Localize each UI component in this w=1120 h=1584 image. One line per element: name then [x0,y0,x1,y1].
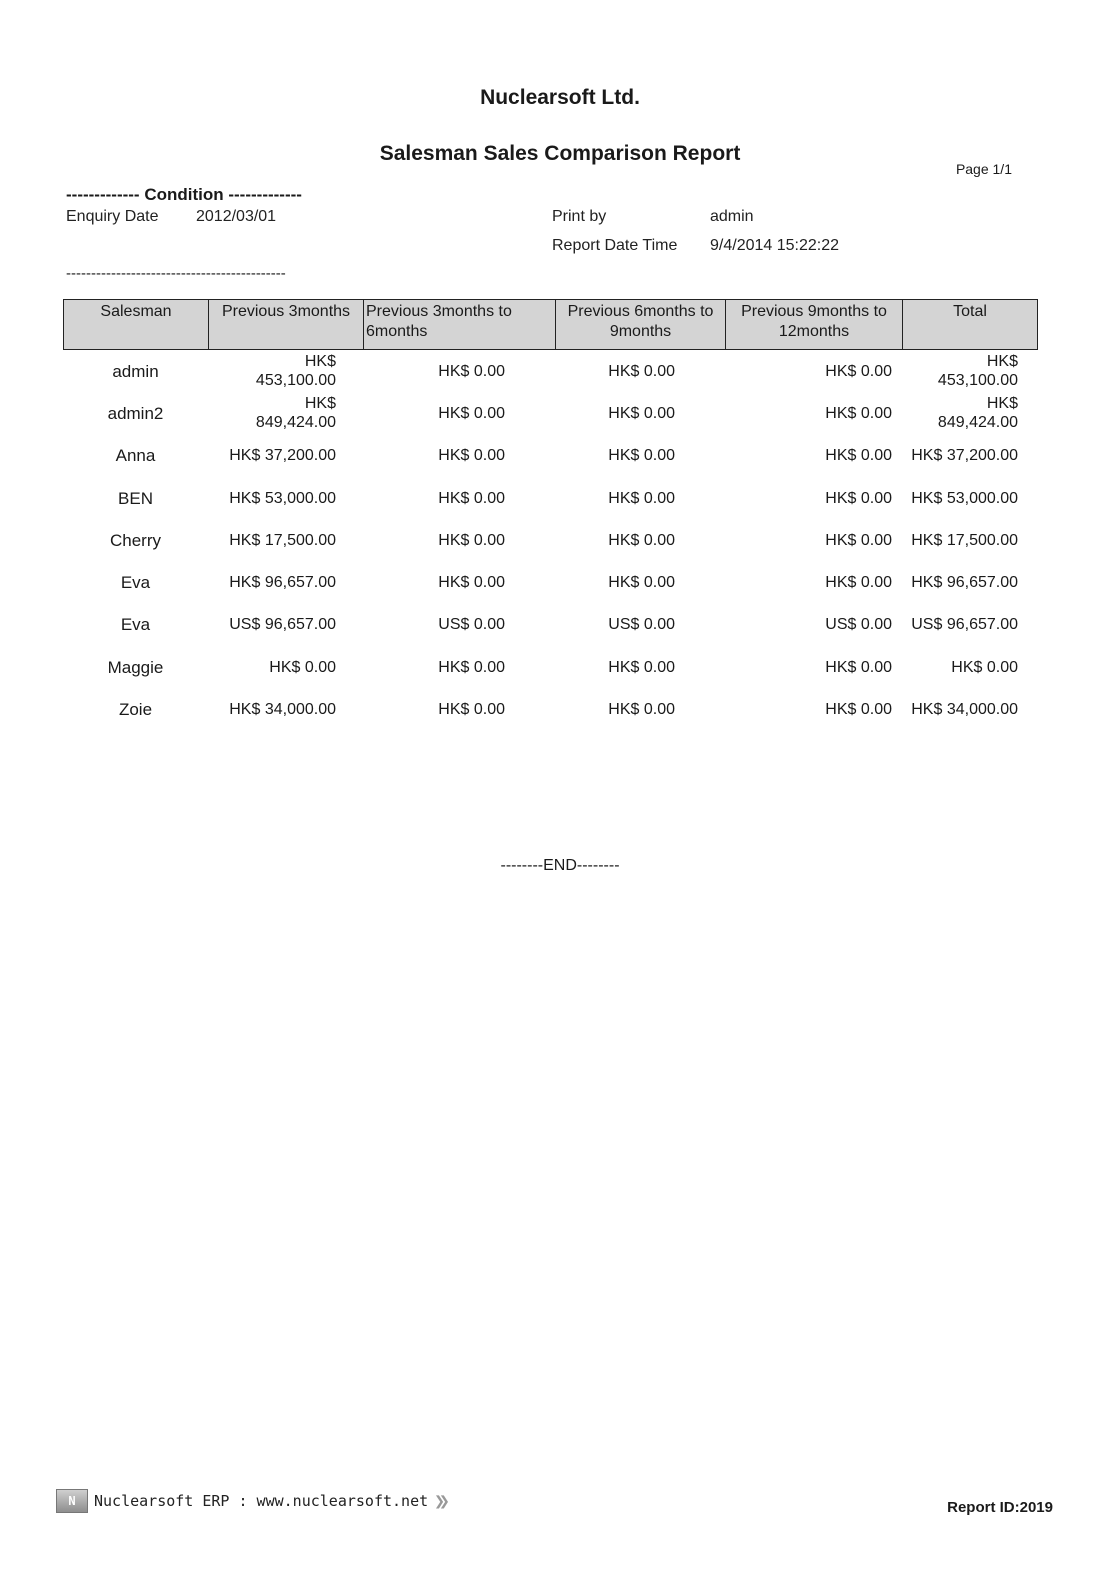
amount-value: HK$ 0.00 [438,447,505,465]
amount-cell-p3 [208,392,363,434]
amount-cell-p6 [363,392,555,434]
salesman-cell: Anna [115,446,156,466]
amount-value: HK$ 0.00 [608,447,675,465]
end-marker: --------END-------- [500,857,620,874]
table-row [63,561,1038,603]
salesman-cell: Zoie [118,700,153,720]
table-row [63,688,1038,730]
amount-cell-p9 [555,350,725,392]
condition-divider: -------------------------------------------- [66,265,286,282]
amount-cell-total [902,350,1036,392]
amount-cell-total [902,435,1036,477]
amount-value: HK$ 0.00 [269,658,336,676]
amount-value: US$ 96,657.00 [229,616,336,634]
amount-value: HK$ 17,500.00 [911,531,1018,549]
print-by-value: admin [710,208,754,225]
amount-value: US$ 0.00 [608,616,675,634]
amount-value: HK$ 849,424.00 [255,395,336,432]
salesman-cell: admin2 [107,403,164,423]
amount-value: HK$ 96,657.00 [229,574,336,592]
report-datetime-label: Report Date Time [552,237,678,254]
amount-cell-p12 [725,477,902,519]
amount-cell-p6 [363,435,555,477]
col-prev-3months: Previous 3months [209,300,364,349]
table-row [63,477,1038,519]
amount-cell-p9 [555,477,725,519]
amount-cell-total [902,646,1036,688]
salesman-cell: Eva [120,615,151,635]
col-prev-3to6months: Previous 3months to 6months [364,300,556,349]
amount-cell-p9 [555,604,725,646]
report-id: Report ID:2019 [947,1499,1053,1516]
footer-logo [56,1490,444,1512]
amount-cell-p3 [208,561,363,603]
amount-cell-p3 [208,350,363,392]
amount-cell-total [902,477,1036,519]
amount-value: HK$ 0.00 [438,701,505,719]
amount-value: HK$ 0.00 [825,701,892,719]
amount-value: HK$ 0.00 [438,531,505,549]
amount-cell-p12 [725,561,902,603]
amount-value: HK$ 96,657.00 [911,574,1018,592]
salesman-cell: Eva [120,573,151,593]
amount-value: HK$ 0.00 [825,489,892,507]
amount-cell-p3 [208,604,363,646]
amount-cell-total [902,688,1036,730]
salesman-cell: Cherry [109,530,161,550]
amount-cell-p12 [725,646,902,688]
amount-cell-p9 [555,435,725,477]
table-row [63,604,1038,646]
sales-table [63,299,1038,731]
col-salesman: Salesman [64,300,209,349]
table-row [63,435,1038,477]
amount-cell-p6 [363,519,555,561]
salesman-cell: Maggie [107,657,164,677]
amount-value: HK$ 0.00 [438,489,505,507]
amount-value: HK$ 0.00 [608,489,675,507]
amount-value: HK$ 17,500.00 [229,531,336,549]
amount-value: HK$ 453,100.00 [255,353,336,390]
amount-cell-total [902,604,1036,646]
amount-cell-p12 [725,392,902,434]
amount-value: HK$ 0.00 [825,447,892,465]
amount-value: US$ 0.00 [438,616,505,634]
amount-cell-p3 [208,646,363,688]
report-title: Salesman Sales Comparison Report [379,142,741,165]
amount-cell-p6 [363,688,555,730]
amount-value: HK$ 0.00 [608,658,675,676]
amount-cell-p3 [208,519,363,561]
amount-value: HK$ 53,000.00 [911,489,1018,507]
table-row [63,519,1038,561]
table-body [63,350,1038,731]
amount-value: HK$ 0.00 [825,574,892,592]
amount-cell-p9 [555,519,725,561]
amount-value: HK$ 453,100.00 [937,353,1018,390]
nuclearsoft-logo-icon: N [56,1489,88,1513]
amount-value: HK$ 0.00 [608,574,675,592]
amount-cell-total [902,519,1036,561]
footer-logo-text: Nuclearsoft ERP : www.nuclearsoft.net [94,1492,429,1510]
amount-cell-total [902,561,1036,603]
amount-cell-p6 [363,646,555,688]
chevron-right-icon: ❯❯ [434,1490,444,1512]
amount-value: HK$ 0.00 [438,362,505,380]
amount-cell-p6 [363,561,555,603]
amount-value: HK$ 849,424.00 [937,395,1018,432]
amount-cell-p6 [363,604,555,646]
amount-cell-p9 [555,561,725,603]
enquiry-date-label: Enquiry Date [66,208,159,225]
table-header [63,299,1038,350]
salesman-cell: admin [112,361,159,381]
page-number: Page 1/1 [955,161,1012,177]
amount-value: HK$ 53,000.00 [229,489,336,507]
amount-value: HK$ 37,200.00 [229,447,336,465]
amount-cell-p6 [363,477,555,519]
amount-value: HK$ 0.00 [825,531,892,549]
amount-cell-p9 [555,392,725,434]
amount-cell-p12 [725,604,902,646]
amount-cell-p3 [208,435,363,477]
amount-value: HK$ 0.00 [438,404,505,422]
amount-value: HK$ 0.00 [608,701,675,719]
report-datetime-value: 9/4/2014 15:22:22 [710,237,840,254]
amount-value: HK$ 0.00 [438,658,505,676]
amount-cell-p9 [555,646,725,688]
amount-value: HK$ 0.00 [438,574,505,592]
amount-value: HK$ 0.00 [825,658,892,676]
col-prev-6to9months: Previous 6months to 9months [556,300,726,349]
amount-value: US$ 96,657.00 [911,616,1018,634]
salesman-cell: BEN [118,488,153,508]
amount-cell-p9 [555,688,725,730]
print-by-label: Print by [552,208,607,225]
amount-cell-p3 [208,477,363,519]
amount-value: HK$ 0.00 [825,404,892,422]
amount-cell-total [902,392,1036,434]
amount-value: HK$ 0.00 [608,404,675,422]
amount-value: HK$ 0.00 [608,531,675,549]
amount-cell-p12 [725,435,902,477]
amount-cell-p3 [208,688,363,730]
company-name: Nuclearsoft Ltd. [480,86,640,109]
amount-value: HK$ 0.00 [951,658,1018,676]
amount-value: HK$ 0.00 [608,362,675,380]
amount-value: HK$ 34,000.00 [229,701,336,719]
amount-value: HK$ 37,200.00 [911,447,1018,465]
table-row [63,392,1038,434]
condition-heading: ------------- Condition ------------- [66,185,302,204]
amount-value: HK$ 34,000.00 [911,701,1018,719]
amount-value: US$ 0.00 [825,616,892,634]
table-row [63,350,1038,392]
col-total: Total [953,303,987,320]
table-row [63,646,1038,688]
amount-cell-p12 [725,688,902,730]
amount-cell-p12 [725,350,902,392]
amount-cell-p6 [363,350,555,392]
col-prev-9to12months: Previous 9months to 12months [726,300,903,349]
amount-cell-p12 [725,519,902,561]
amount-value: HK$ 0.00 [825,362,892,380]
enquiry-date-value: 2012/03/01 [196,208,277,225]
